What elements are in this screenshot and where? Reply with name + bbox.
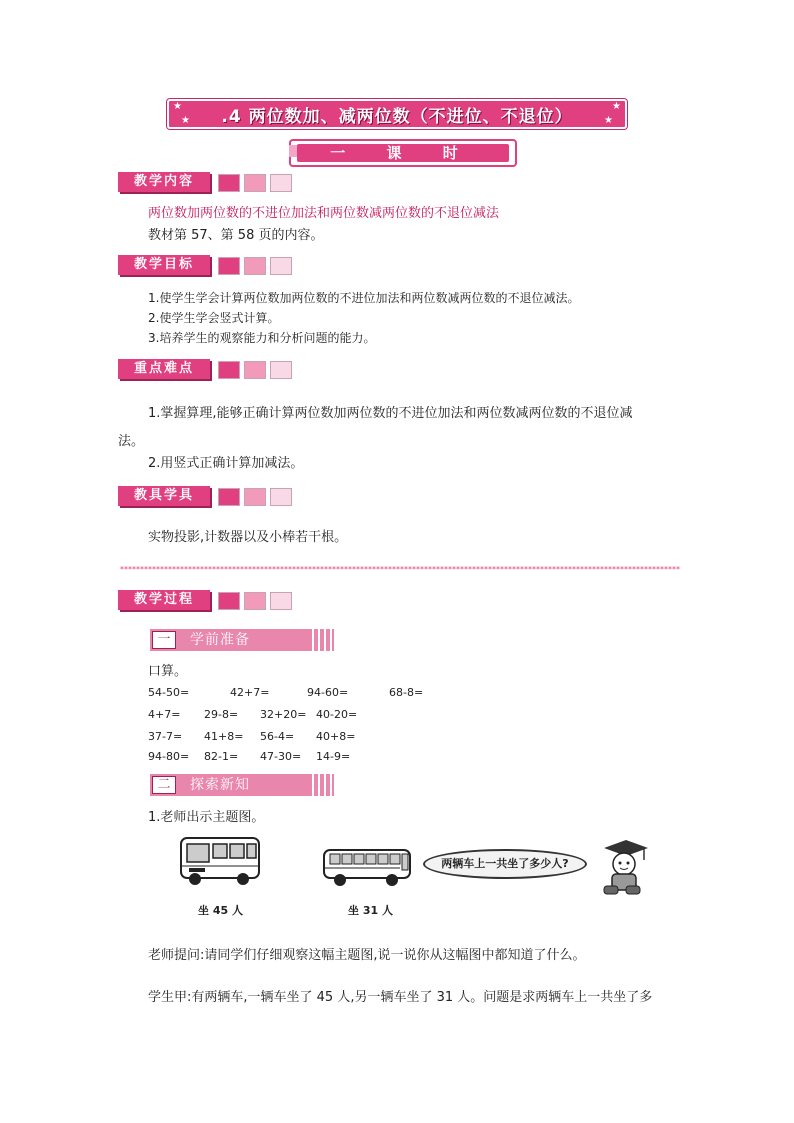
decor-square — [218, 257, 240, 275]
part-header-explore — [150, 774, 334, 796]
decor-square — [244, 257, 266, 275]
part-title: 学前准备 — [190, 632, 250, 648]
math-problem: 94-80= — [148, 750, 190, 763]
decor-square — [270, 592, 292, 610]
section-label: 教学目标 — [118, 255, 210, 275]
math-problem: 54-50= — [148, 686, 190, 699]
goal-item: 3.培养学生的观察能力和分析问题的能力。 — [148, 331, 376, 345]
decor-square — [218, 488, 240, 506]
math-problem: 29-8= — [204, 708, 239, 721]
decor-square — [218, 592, 240, 610]
math-problem: 37-7= — [148, 730, 183, 743]
lesson-subtitle: 一 课 时 — [330, 144, 476, 162]
math-problem: 42+7= — [230, 686, 270, 699]
speech-bubble — [423, 849, 587, 879]
theme-picture-intro: 1.老师出示主题图。 — [148, 810, 265, 825]
lesson-subtitle-box — [289, 139, 517, 167]
content-line-1: 两位数加两位数的不进位加法和两位数减两位数的不退位减法 — [148, 206, 500, 221]
child-character-icon — [594, 838, 650, 898]
math-problem: 68-8= — [389, 686, 424, 699]
speech-bubble-text: 两辆车上一共坐了多少人? — [441, 857, 569, 870]
part-title: 探索新知 — [190, 777, 250, 793]
oral-calc-intro: 口算。 — [148, 664, 188, 679]
decor-square — [270, 174, 292, 192]
math-problem: 40-20= — [316, 708, 358, 721]
star-icon: ★ — [173, 101, 182, 112]
section-label: 教学内容 — [118, 172, 210, 192]
section-label: 重点难点 — [118, 359, 210, 379]
teacher-question: 老师提问:请同学们仔细观察这幅主题图,说一说你从这幅图中都知道了什么。 — [148, 948, 586, 963]
math-problem: 82-1= — [204, 750, 239, 763]
goal-item: 1.使学生学会计算两位数加两位数的不进位加法和两位数减两位数的不退位减法。 — [148, 291, 580, 305]
section-header-tools — [118, 486, 210, 506]
star-divider: ******************************************************************************************************************************************** — [120, 566, 680, 574]
content-line-2: 教材第 57、第 58 页的内容。 — [148, 228, 324, 243]
lesson-title-banner — [167, 99, 627, 129]
bus1-caption: 坐 45 人 — [198, 904, 243, 917]
bus-front-icon — [177, 836, 263, 888]
stripe-decoration — [312, 629, 334, 651]
math-problem: 41+8= — [204, 730, 244, 743]
decor-square — [244, 488, 266, 506]
decor-square — [244, 174, 266, 192]
decor-square — [218, 361, 240, 379]
section-header-goals — [118, 255, 210, 275]
decor-square — [244, 592, 266, 610]
key-item-1-continued: 法。 — [118, 434, 145, 449]
stripe-decoration — [312, 774, 334, 796]
math-problem: 32+20= — [260, 708, 307, 721]
decor-square — [270, 361, 292, 379]
student-answer: 学生甲:有两辆车,一辆车坐了 45 人,另一辆车坐了 31 人。问题是求两辆车上一共坐了多 — [148, 990, 653, 1005]
part-number: 一 — [152, 631, 176, 649]
math-problem: 40+8= — [316, 730, 356, 743]
star-icon: ★ — [604, 115, 613, 126]
section-label: 教具学具 — [118, 486, 210, 506]
goal-item: 2.使学生学会竖式计算。 — [148, 311, 280, 325]
math-problem: 4+7= — [148, 708, 181, 721]
math-problem: 94-60= — [307, 686, 349, 699]
section-label: 教学过程 — [118, 590, 210, 610]
section-header-process — [118, 590, 210, 610]
tools-text: 实物投影,计数器以及小棒若干根。 — [148, 530, 348, 545]
key-item-2: 2.用竖式正确计算加减法。 — [148, 456, 304, 471]
decor-square — [218, 174, 240, 192]
part-number: 二 — [152, 776, 176, 794]
math-problem: 56-4= — [260, 730, 295, 743]
star-icon: ★ — [612, 101, 621, 112]
decor-square — [270, 488, 292, 506]
math-problem: 14-9= — [316, 750, 351, 763]
lesson-title: .4 两位数加、减两位数（不进位、不退位） — [221, 107, 573, 127]
key-item-1: 1.掌握算理,能够正确计算两位数加两位数的不进位加法和两位数减两位数的不退位减 — [148, 406, 633, 421]
star-icon: ★ — [181, 115, 190, 126]
decor-square — [270, 257, 292, 275]
math-problem: 47-30= — [260, 750, 302, 763]
section-header-content — [118, 172, 210, 192]
part-header-prep — [150, 629, 334, 651]
bus2-caption: 坐 31 人 — [348, 904, 393, 917]
bus-side-icon — [322, 848, 414, 888]
decor-square — [244, 361, 266, 379]
section-header-key — [118, 359, 210, 379]
